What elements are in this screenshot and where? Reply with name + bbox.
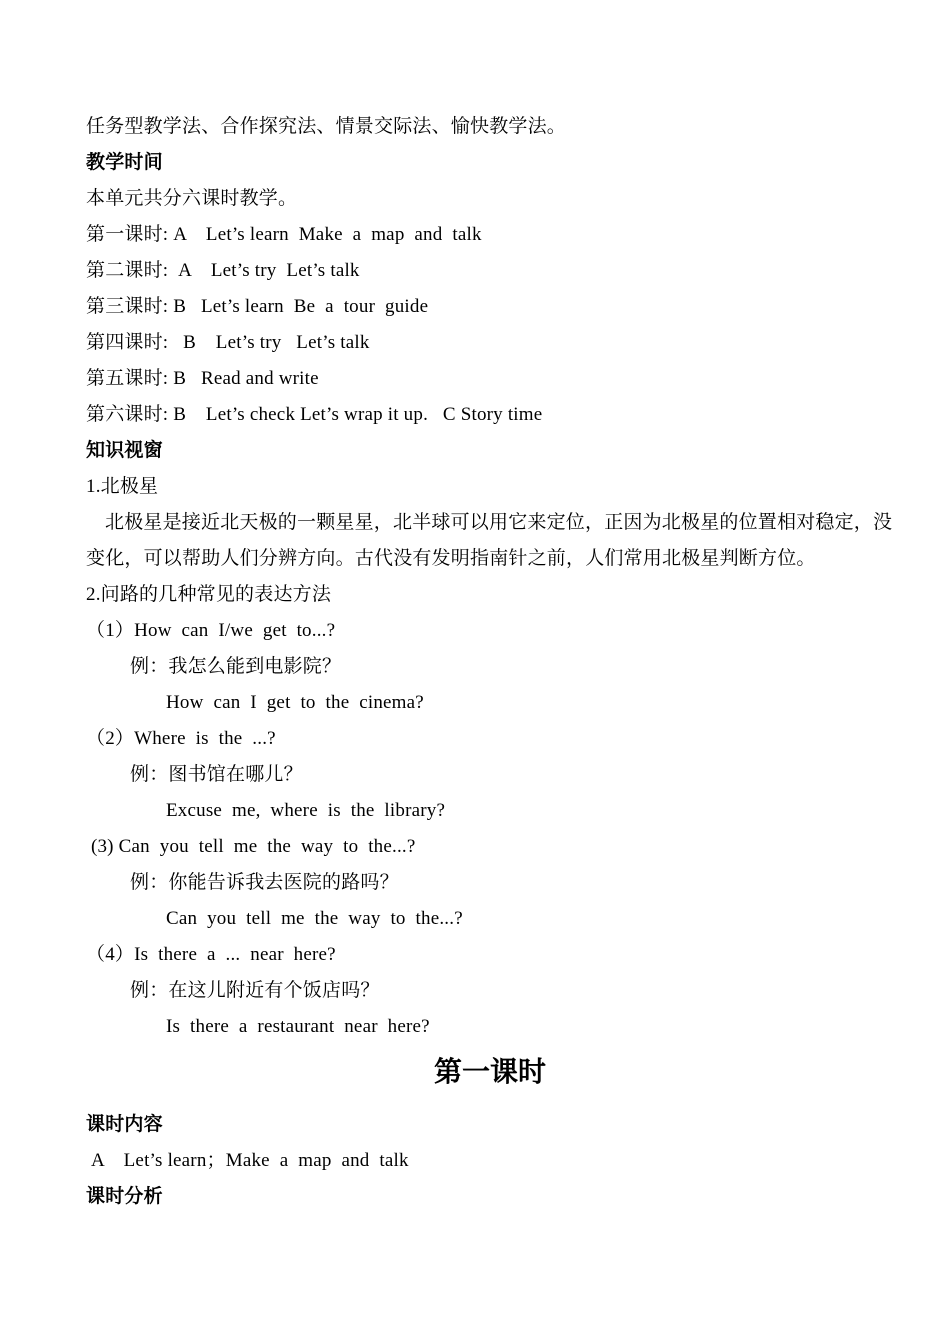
expression-2-example-en: Excuse me, where is the library? bbox=[166, 800, 446, 821]
expression-2-example-cn: 例：图书馆在哪儿？ bbox=[130, 764, 303, 785]
period-content-line: A Let’s learn；Make a map and talk bbox=[86, 1150, 409, 1171]
knowledge-item-1-title: 1.北极星 bbox=[86, 476, 159, 497]
period-6-line: 第六课时: B Let’s check Let’s wrap it up. C Story time bbox=[86, 404, 543, 425]
teaching-methods-line: 任务型教学法、合作探究法、情景交际法、愉快教学法。 bbox=[86, 116, 567, 137]
section-title-period-1: 第一课时 bbox=[433, 1057, 546, 1088]
expression-4-example-en: Is there a restaurant near here? bbox=[166, 1016, 430, 1037]
expression-4-example-cn: 例：在这儿附近有个饭店吗？ bbox=[130, 980, 380, 1001]
expression-4: （4）Is there a ... near here? bbox=[86, 944, 336, 965]
period-2-line: 第二课时: A Let’s try Let’s talk bbox=[86, 260, 360, 281]
heading-knowledge-window: 知识视窗 bbox=[86, 440, 163, 461]
period-3-line: 第三课时: B Let’s learn Be a tour guide bbox=[86, 296, 429, 317]
unit-periods-line: 本单元共分六课时教学。 bbox=[86, 188, 298, 209]
expression-2: （2）Where is the ...? bbox=[86, 728, 276, 749]
expression-1-example-en: How can I get to the cinema? bbox=[166, 692, 424, 713]
period-5-line: 第五课时: B Read and write bbox=[86, 368, 319, 389]
heading-period-analysis: 课时分析 bbox=[86, 1186, 163, 1207]
expression-3-example-cn: 例：你能告诉我去医院的路吗？ bbox=[130, 872, 399, 893]
polaris-paragraph-line-1: 北极星是接近北天极的一颗星星，北半球可以用它来定位，正因为北极星的位置相对稳定，没 bbox=[105, 512, 893, 533]
expression-3: (3) Can you tell me the way to the...? bbox=[86, 836, 416, 857]
expression-1: （1）How can I/we get to...? bbox=[86, 620, 336, 641]
heading-period-content: 课时内容 bbox=[86, 1114, 163, 1135]
expression-3-example-en: Can you tell me the way to the...? bbox=[166, 908, 463, 929]
knowledge-item-2-title: 2.问路的几种常见的表达方法 bbox=[86, 584, 332, 605]
polaris-paragraph-line-2: 变化，可以帮助人们分辨方向。古代没有发明指南针之前，人们常用北极星判断方位。 bbox=[86, 548, 816, 569]
expression-1-example-cn: 例：我怎么能到电影院？ bbox=[130, 656, 342, 677]
period-1-line: 第一课时: A Let’s learn Make a map and talk bbox=[86, 224, 482, 245]
period-4-line: 第四课时: B Let’s try Let’s talk bbox=[86, 332, 370, 353]
document-body bbox=[86, 109, 894, 1045]
heading-teaching-time: 教学时间 bbox=[86, 152, 163, 173]
document-footer bbox=[86, 1107, 894, 1215]
